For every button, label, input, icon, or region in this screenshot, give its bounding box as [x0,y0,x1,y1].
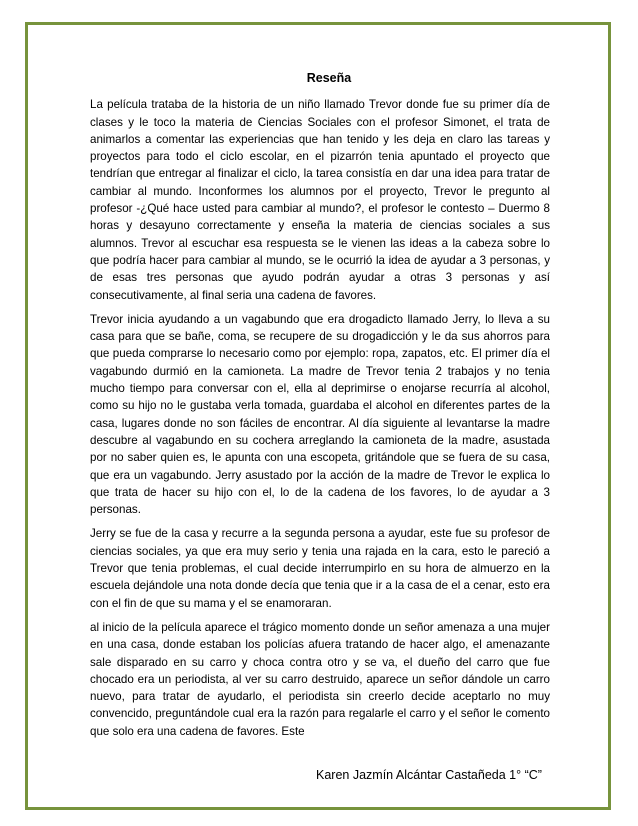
paragraph-3: Jerry se fue de la casa y recurre a la segunda persona a ayudar, este fue su profesor de ciencias sociales, ya que era muy serio y tenia una rajada en la cara, esto le pareció a Trevor que tenia problemas, el cual decide interrumpirlo en su hora de almuerzo en la escuela dejándole una nota donde decía que tenia que ir a la casa de el a cenar, esto era con el fin de que su mama y el se enamoraran. [90,527,550,610]
document-title: Reseña [306,71,352,85]
paragraph-1: La película trataba de la historia de un niño llamado Trevor donde fue su primer día de clases y le toco la materia de Ciencias Sociales con el profesor Simonet, el trata de animarlos a comentar las experiencias que han tenido y les deja en claro las tareas y proyectos para todo el ciclo escolar, en el pizarrón tenia apuntado el proyecto que tendrían que entregar al finalizar el ciclo, la tarea consistía en dar una idea para tratar de cambiar al mundo. Inconformes los alumnos por el proyecto, Trevor le pregunto al profesor -¿Qué hace usted para cambiar al mundo?, el profesor le contesto – Duermo 8 horas y desayuno correctamente y enseña la materia de ciencias sociales a sus alumnos. Trevor al escuchar esa respuesta se le vienen las ideas a la cabeza sobre lo que podría hacer para cambiar al mundo, se le ocurrió la idea de ayudar a 3 personas, y de esas tres personas que ayudo podrán ayudar a otras 3 personas y así consecutivamente, al final seria una cadena de favores. [90,98,550,302]
paragraph-2: Trevor inicia ayudando a un vagabundo que era drogadicto llamado Jerry, lo lleva a su casa para que se bañe, coma, se recupere de su drogadicción y le da sus ahorros para que pueda comprarse lo necesario como por ejemplo: ropa, zapatos, etc. El primer día el vagabundo durmió en la camioneta. La madre de Trevor tenia 2 trabajos y no tenia mucho tiempo para conversar con el, ella al deprimirse o enojarse recurría al alcohol, como su hijo no le gustaba verla tomada, guardaba el alcohol en diferentes partes de la casa, lugares donde no son fáciles de encontrar. Al día siguiente al levantarse la madre descubre al vagabundo en su cochera arreglando la camioneta de la madre, asustada por no saber quien es, le apunta con una escopeta, gritándole que se fuera de su casa, que era un vagabundo. Jerry asustado por la acción de la madre de Trevor le explica lo que trata de hacer su hijo con el, lo de la cadena de los favores, lo de ayudar a 3 personas. [90,312,550,517]
document-body [90,70,550,747]
page-footer: Karen Jazmín Alcántar Castañeda 1° “C” [316,768,542,782]
paragraph-4: al inicio de la película aparece el trágico momento donde un señor amenaza a una mujer en una casa, donde estaban los policías afuera tratando de hacer algo, el amenazante sale disparado en su carro y choca contra otro y se va, el dueño del carro que fue chocado era un periodista, al ver su carro destruido, aparece un señor dándole un carro nuevo, para tratar de ayudarlo, el periodista sin creerlo decide aceptarlo no muy convencido, preguntándole cual era la razón para regalarle el carro y el señor le comento que solo era una cadena de favores. Este [90,620,550,738]
